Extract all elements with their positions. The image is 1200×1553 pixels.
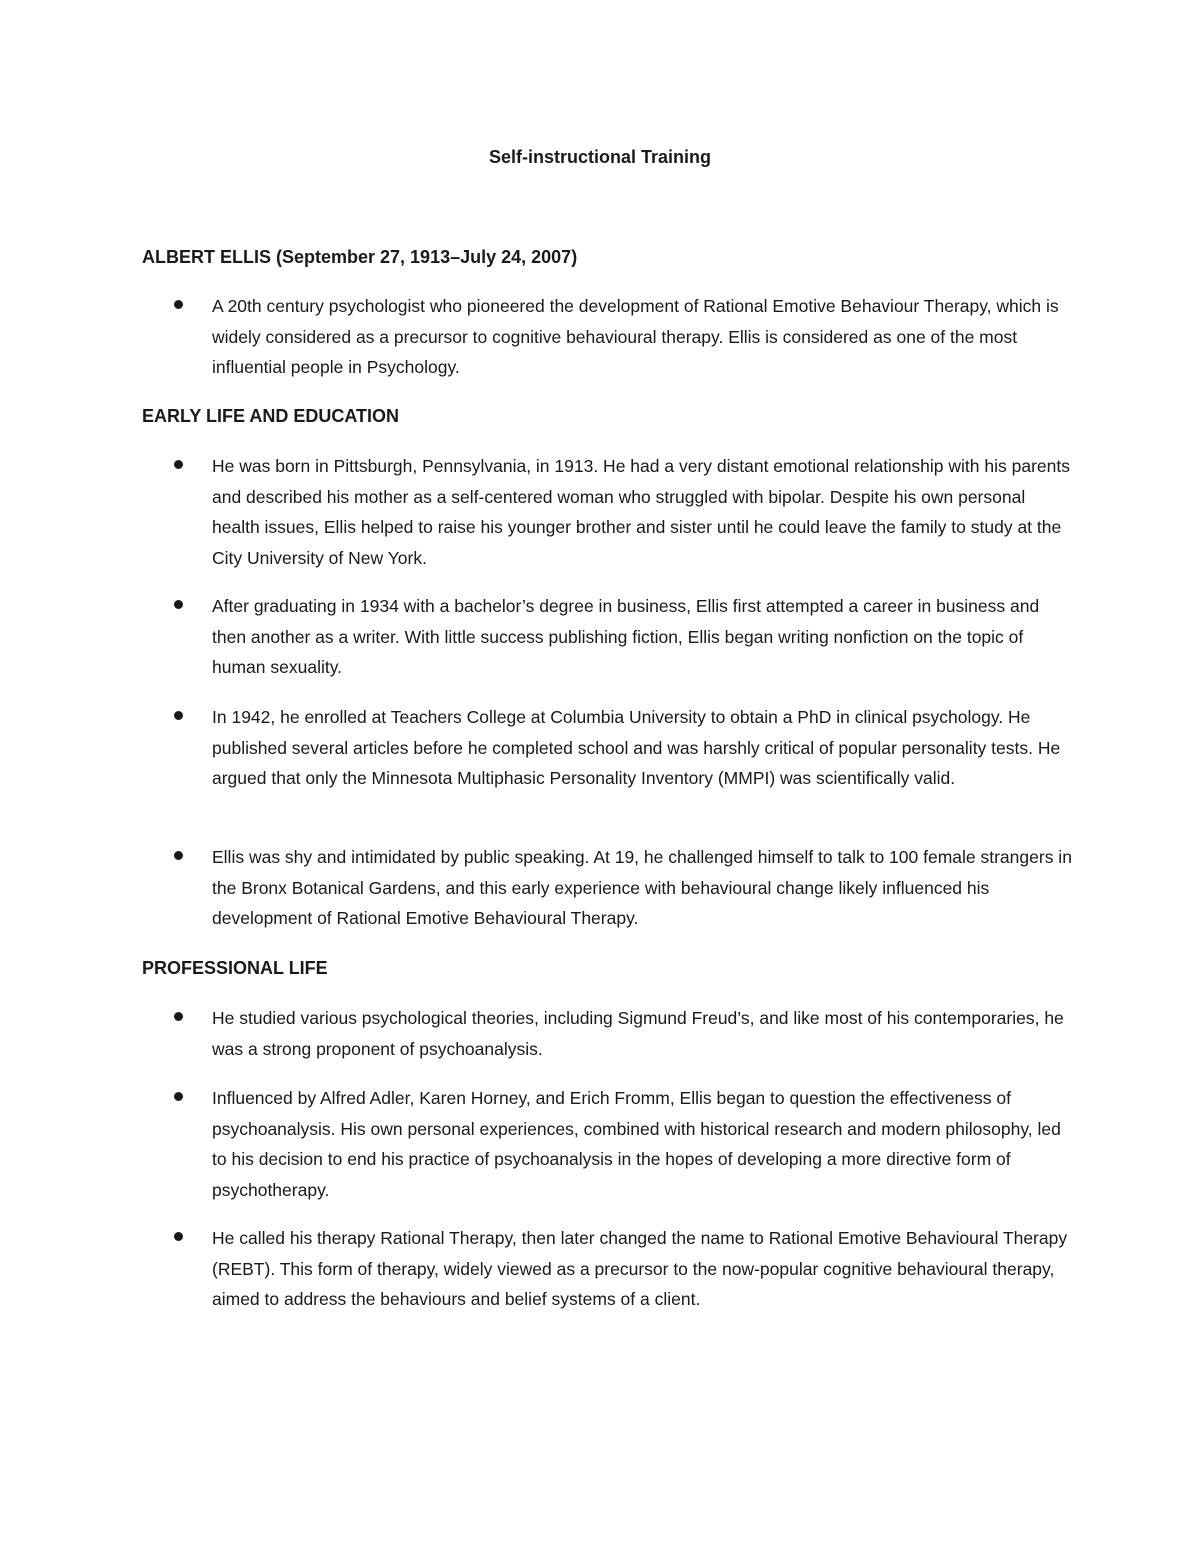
bullet-item	[142, 1223, 1072, 1315]
document-title: Self-instructional Training	[488, 147, 712, 167]
bullet-icon	[174, 711, 183, 720]
bullet-text: In 1942, he enrolled at Teachers College at Columbia University to obtain a PhD in clinical psychology. He published several articles before he completed school and was harshly critical of popular personality tests. He argued that only the Minnesota Multiphasic Personality Inventory (MMPI) was scientifically valid.	[212, 707, 1061, 788]
bullet-icon	[174, 851, 183, 860]
bullet-item	[142, 702, 1072, 794]
bullet-text: He was born in Pittsburgh, Pennsylvania, in 1913. He had a very distant emotional relationship with his parents and described his mother as a self-centered woman who struggled with bipolar. Despite his own personal health issues, Ellis helped to raise his younger brother and sister until he could leave the family to study at the City University of New York.	[212, 456, 1070, 568]
bullet-icon	[174, 600, 183, 609]
bullet-item	[142, 451, 1072, 573]
bullet-icon	[174, 300, 183, 309]
bullet-item	[142, 842, 1072, 934]
bullet-item	[142, 1083, 1072, 1205]
bullet-text: Influenced by Alfred Adler, Karen Horney, and Erich Fromm, Ellis began to question the effectiveness of psychoanalysis. His own personal experiences, combined with historical research and modern philosophy, led to his decision to end his practice of psychoanalysis in the hopes of developing a more directive form of psychotherapy.	[212, 1088, 1061, 1200]
bullet-icon	[174, 1232, 183, 1241]
section-heading-albert-ellis: ALBERT ELLIS (September 27, 1913–July 24, 2007)	[142, 247, 578, 267]
bullet-text: A 20th century psychologist who pioneered the development of Rational Emotive Behaviour Therapy, which is widely considered as a precursor to cognitive behavioural therapy. Ellis is considered as one of the most influential people in Psychology.	[212, 296, 1059, 377]
bullet-icon	[174, 460, 183, 469]
bullet-text: He studied various psychological theories, including Sigmund Freud’s, and like most of his contemporaries, he was a strong proponent of psychoanalysis.	[212, 1008, 1064, 1059]
bullet-item	[142, 1003, 1072, 1064]
bullet-text: After graduating in 1934 with a bachelor’s degree in business, Ellis first attempted a career in business and then another as a writer. With little success publishing fiction, Ellis began writing nonfiction on the topic of human sexuality.	[212, 596, 1040, 677]
section-heading-professional-life: PROFESSIONAL LIFE	[142, 958, 328, 978]
bullet-item	[142, 291, 1072, 383]
bullet-text: Ellis was shy and intimidated by public speaking. At 19, he challenged himself to talk to 100 female strangers in the Bronx Botanical Gardens, and this early experience with behavioural change likely influenced his development of Rational Emotive Behavioural Therapy.	[212, 847, 1072, 928]
bullet-text: He called his therapy Rational Therapy, then later changed the name to Rational Emotive Behavioural Therapy (REBT). This form of therapy, widely viewed as a precursor to the now-popular cognitive behavioural therapy, aimed to address the behaviours and belief systems of a client.	[212, 1228, 1068, 1309]
section-heading-early-life: EARLY LIFE AND EDUCATION	[142, 406, 400, 426]
bullet-icon	[174, 1012, 183, 1021]
bullet-icon	[174, 1092, 183, 1101]
bullet-item	[142, 591, 1072, 683]
